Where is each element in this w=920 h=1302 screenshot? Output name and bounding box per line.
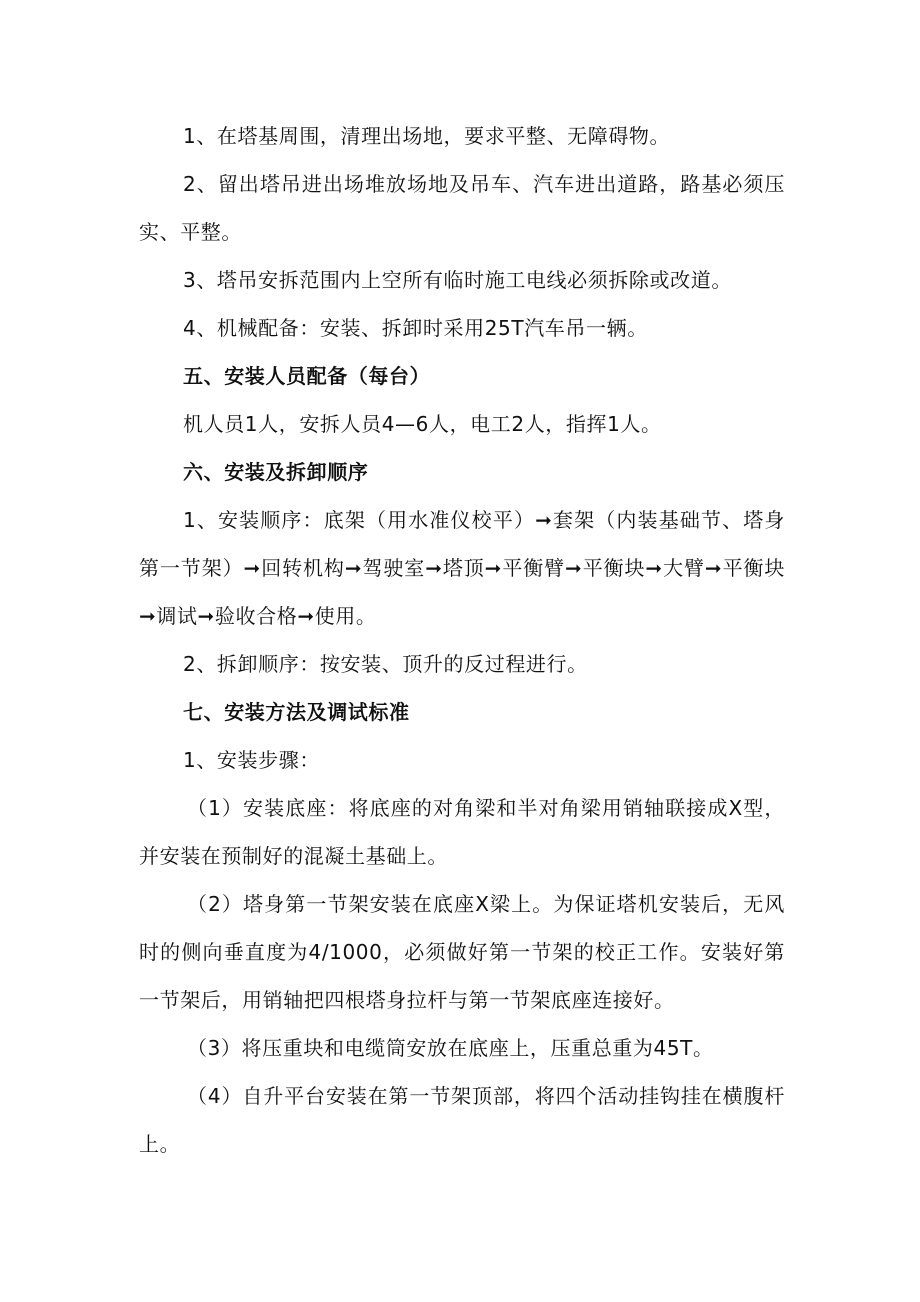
paragraph-install-sequence: 1、安装顺序：底架（用水准仪校平）➞套架（内装基础节、塔身第一节架）➞回转机构➞驾驶室➞塔顶➞平衡臂➞平衡块➞大臂➞平衡块➞调试➞验收合格➞使用。	[139, 508, 785, 628]
paragraph-access-road: 2、留出塔吊进出场堆放场地及吊车、汽车进出道路，路基必须压实、平整。	[139, 172, 785, 244]
document-body	[139, 112, 785, 1168]
paragraph-staffing: 机人员1人，安拆人员4—6人，电工2人，指挥1人。	[183, 412, 662, 436]
paragraph-machinery: 4、机械配备：安装、拆卸时采用25T汽车吊一辆。	[183, 316, 648, 340]
section-heading-method: 七、安装方法及调试标准	[183, 700, 410, 724]
paragraph-step-platform: （4）自升平台安装在第一节架顶部，将四个活动挂钩挂在横腹杆上。	[139, 1084, 785, 1156]
paragraph-step-base: （1）安装底座：将底座的对角梁和半对角梁用销轴联接成X型，并安装在预制好的混凝土基础上。	[139, 796, 785, 868]
paragraph-site-clearing: 1、在塔基周围，清理出场地，要求平整、无障碍物。	[183, 124, 671, 148]
section-heading-staffing: 五、安装人员配备（每台）	[183, 364, 431, 388]
paragraph-install-steps: 1、安装步骤：	[183, 748, 320, 772]
paragraph-dismantle-sequence: 2、拆卸顺序：按安装、顶升的反过程进行。	[183, 652, 588, 676]
section-heading-sequence: 六、安装及拆卸顺序	[183, 460, 369, 484]
paragraph-step-counterweight: （3）将压重块和电缆筒安放在底座上，压重总重为45T。	[187, 1036, 714, 1060]
paragraph-overhead-wires: 3、塔吊安拆范围内上空所有临时施工电线必须拆除或改道。	[183, 268, 732, 292]
paragraph-step-first-section: （2）塔身第一节架安装在底座X梁上。为保证塔机安装后，无风时的侧向垂直度为4/1000，必须做好第一节架的校正工作。安装好第一节架后，用销轴把四根塔身拉杆与第一节架底座连接好。	[139, 892, 785, 1012]
